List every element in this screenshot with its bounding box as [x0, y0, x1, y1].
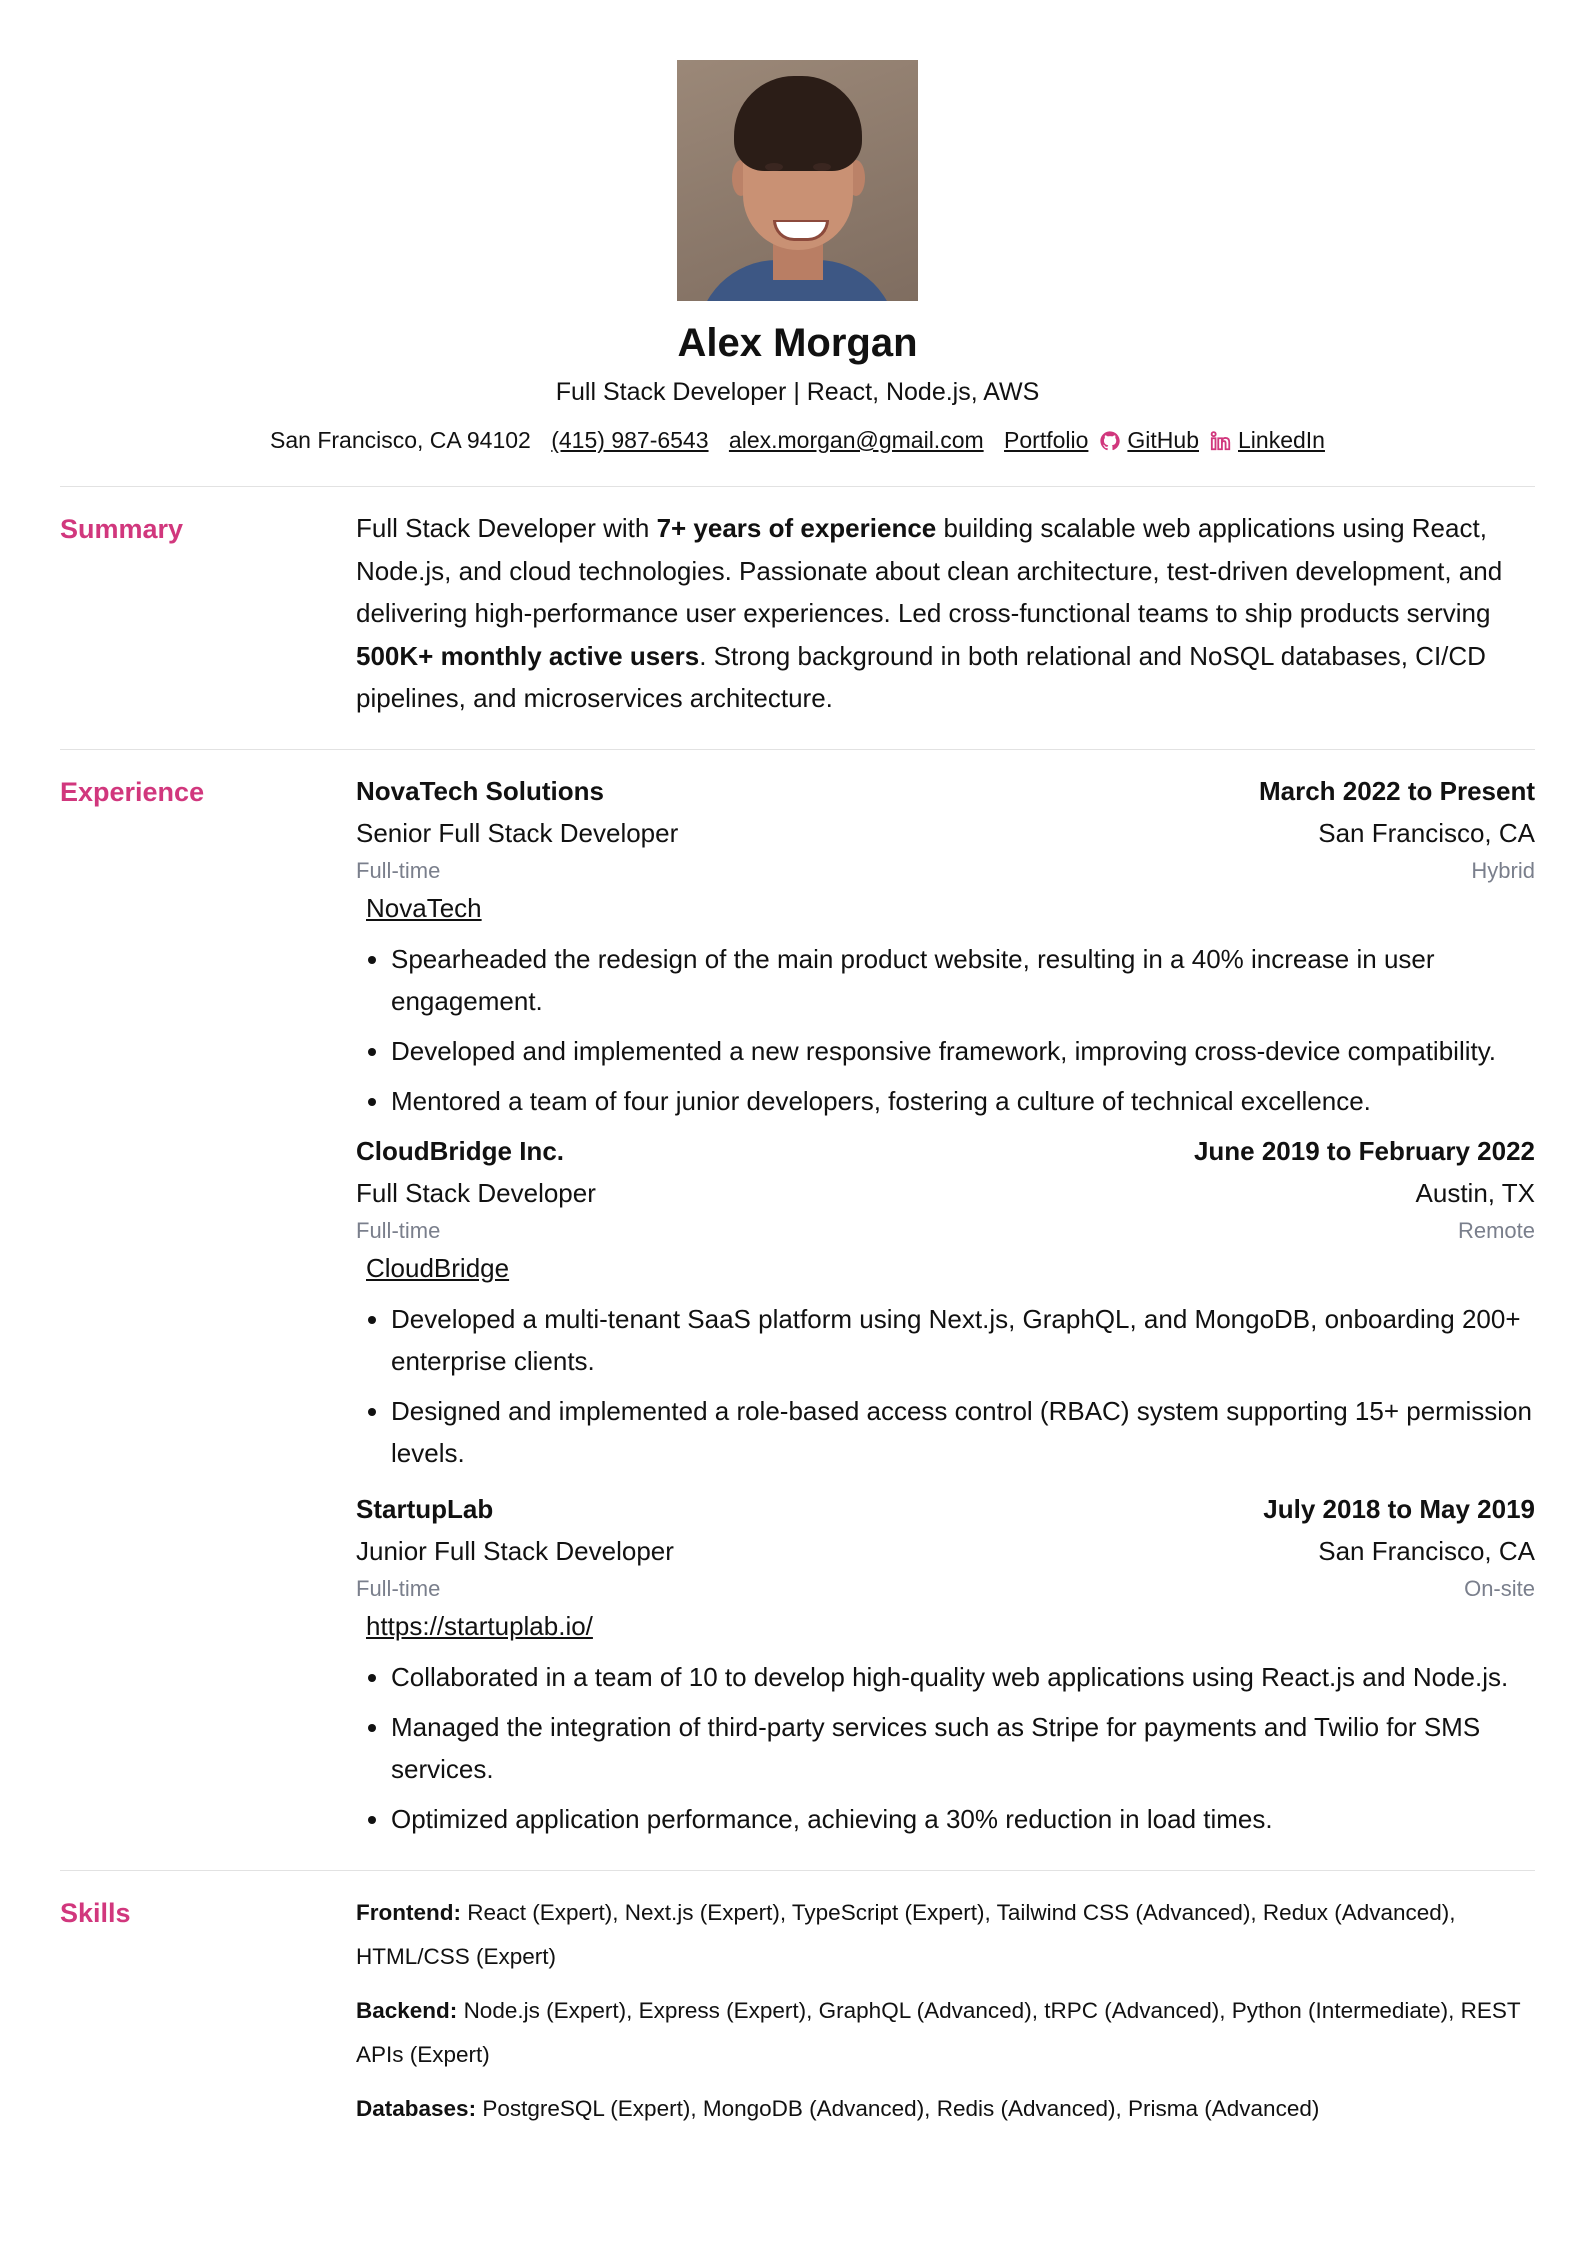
divider — [60, 486, 1535, 487]
job-mode: On-site — [1464, 1575, 1535, 1601]
skill-group — [356, 2087, 1535, 2131]
job-dates: June 2019 to February 2022 — [1193, 1135, 1535, 1166]
contact-github-link[interactable]: GitHub — [1127, 427, 1199, 453]
job-bullet: • Designed and implemented a role-based access control (RBAC) system supporting 15+ permission levels. — [391, 1390, 1535, 1474]
job-bullet: • Spearheaded the redesign of the main product website, resulting in a 40% increase in user engagement. — [391, 938, 1535, 1022]
skill-group — [356, 1891, 1535, 1979]
contact-bar — [60, 425, 1535, 455]
job-bullet: • Collaborated in a team of 10 to develop high-quality web applications using React.js and Node.js. — [391, 1656, 1535, 1698]
divider — [60, 1870, 1535, 1871]
contact-email-link[interactable]: alex.morgan@gmail.com — [728, 427, 984, 453]
experience-heading: Experience — [60, 776, 205, 807]
experience-section — [60, 770, 1535, 1848]
job-entry — [356, 770, 1535, 1122]
job-link[interactable]: https://startuplab.io/ — [366, 1610, 593, 1641]
job-entry — [356, 1130, 1535, 1474]
job-bullets — [356, 1298, 1535, 1474]
job-type: Full-time — [356, 1575, 441, 1601]
job-company: NovaTech Solutions — [356, 775, 604, 806]
contact-linkedin-link[interactable]: LinkedIn — [1238, 427, 1325, 453]
contact-address: San Francisco, CA 94102 — [270, 427, 531, 453]
skill-group-label: Databases: — [356, 2095, 477, 2121]
candidate-name: Alex Morgan — [677, 321, 918, 365]
resume-page — [60, 60, 1535, 2141]
job-mode: Remote — [1457, 1217, 1535, 1243]
job-company: StartupLab — [356, 1493, 494, 1524]
job-role: Full Stack Developer — [356, 1177, 596, 1208]
job-bullet: • Mentored a team of four junior developers, fostering a culture of technical excellence. — [391, 1080, 1535, 1122]
skill-group-items: Node.js (Expert), Express (Expert), GraphQL (Advanced), tRPC (Advanced), Python (Intermediate), REST APIs (Expert) — [356, 1997, 1521, 2067]
summary-text: Full Stack Developer with 7+ years of experience building scalable web applications using React, Node.js, and cloud technologies. Passionate about clean architecture, test-driven development, and delivering high-performance user experiences. Led cross-functional teams to ship products serving 500K+ monthly active users. Strong background in both relational and NoSQL databases, CI/CD pipelines, and microservices architecture. — [356, 513, 1503, 713]
job-location: San Francisco, CA — [1318, 817, 1535, 848]
contact-portfolio-link[interactable]: Portfolio — [1004, 427, 1089, 453]
skills-heading: Skills — [60, 1897, 131, 1928]
contact-phone-link[interactable]: (415) 987-6543 — [551, 427, 709, 453]
job-type: Full-time — [356, 1217, 441, 1243]
job-bullets — [356, 938, 1535, 1122]
skills-section — [60, 1891, 1535, 2141]
job-role: Junior Full Stack Developer — [356, 1535, 674, 1566]
job-bullet: • Developed a multi-tenant SaaS platform using Next.js, GraphQL, and MongoDB, onboarding 200+ enterprise clients. — [391, 1298, 1535, 1382]
summary-section — [60, 507, 1535, 720]
job-link[interactable]: NovaTech — [366, 892, 482, 923]
job-bullet: • Managed the integration of third-party services such as Stripe for payments and Twilio for SMS services. — [391, 1706, 1535, 1790]
job-dates: March 2022 to Present — [1258, 775, 1535, 806]
job-bullets — [356, 1656, 1535, 1840]
skill-group-label: Frontend: — [356, 1899, 461, 1925]
job-link[interactable]: CloudBridge — [366, 1252, 510, 1283]
job-bullet: • Developed and implemented a new responsive framework, improving cross-device compatibility. — [391, 1030, 1535, 1072]
github-icon — [1099, 430, 1121, 452]
linkedin-icon — [1210, 430, 1232, 452]
divider — [60, 749, 1535, 750]
skill-group — [356, 1989, 1535, 2077]
job-entry — [356, 1488, 1535, 1840]
summary-heading: Summary — [60, 514, 184, 544]
skill-group-items: PostgreSQL (Expert), MongoDB (Advanced), Redis (Advanced), Prisma (Advanced) — [482, 2095, 1320, 2121]
job-role: Senior Full Stack Developer — [356, 817, 679, 848]
candidate-tagline: Full Stack Developer | React, Node.js, AWS — [555, 378, 1040, 406]
job-dates: July 2018 to May 2019 — [1263, 1493, 1535, 1524]
job-location: San Francisco, CA — [1318, 1535, 1535, 1566]
skill-group-label: Backend: — [356, 1997, 458, 2023]
job-mode: Hybrid — [1471, 857, 1535, 883]
job-bullet: • Optimized application performance, achieving a 30% reduction in load times. — [391, 1798, 1535, 1840]
profile-photo — [677, 60, 918, 301]
job-type: Full-time — [356, 857, 441, 883]
skill-group-items: React (Expert), Next.js (Expert), TypeScript (Expert), Tailwind CSS (Advanced), Redux (Advanced), HTML/CSS (Expert) — [356, 1899, 1456, 1969]
job-location: Austin, TX — [1415, 1177, 1535, 1208]
job-company: CloudBridge Inc. — [356, 1135, 564, 1166]
